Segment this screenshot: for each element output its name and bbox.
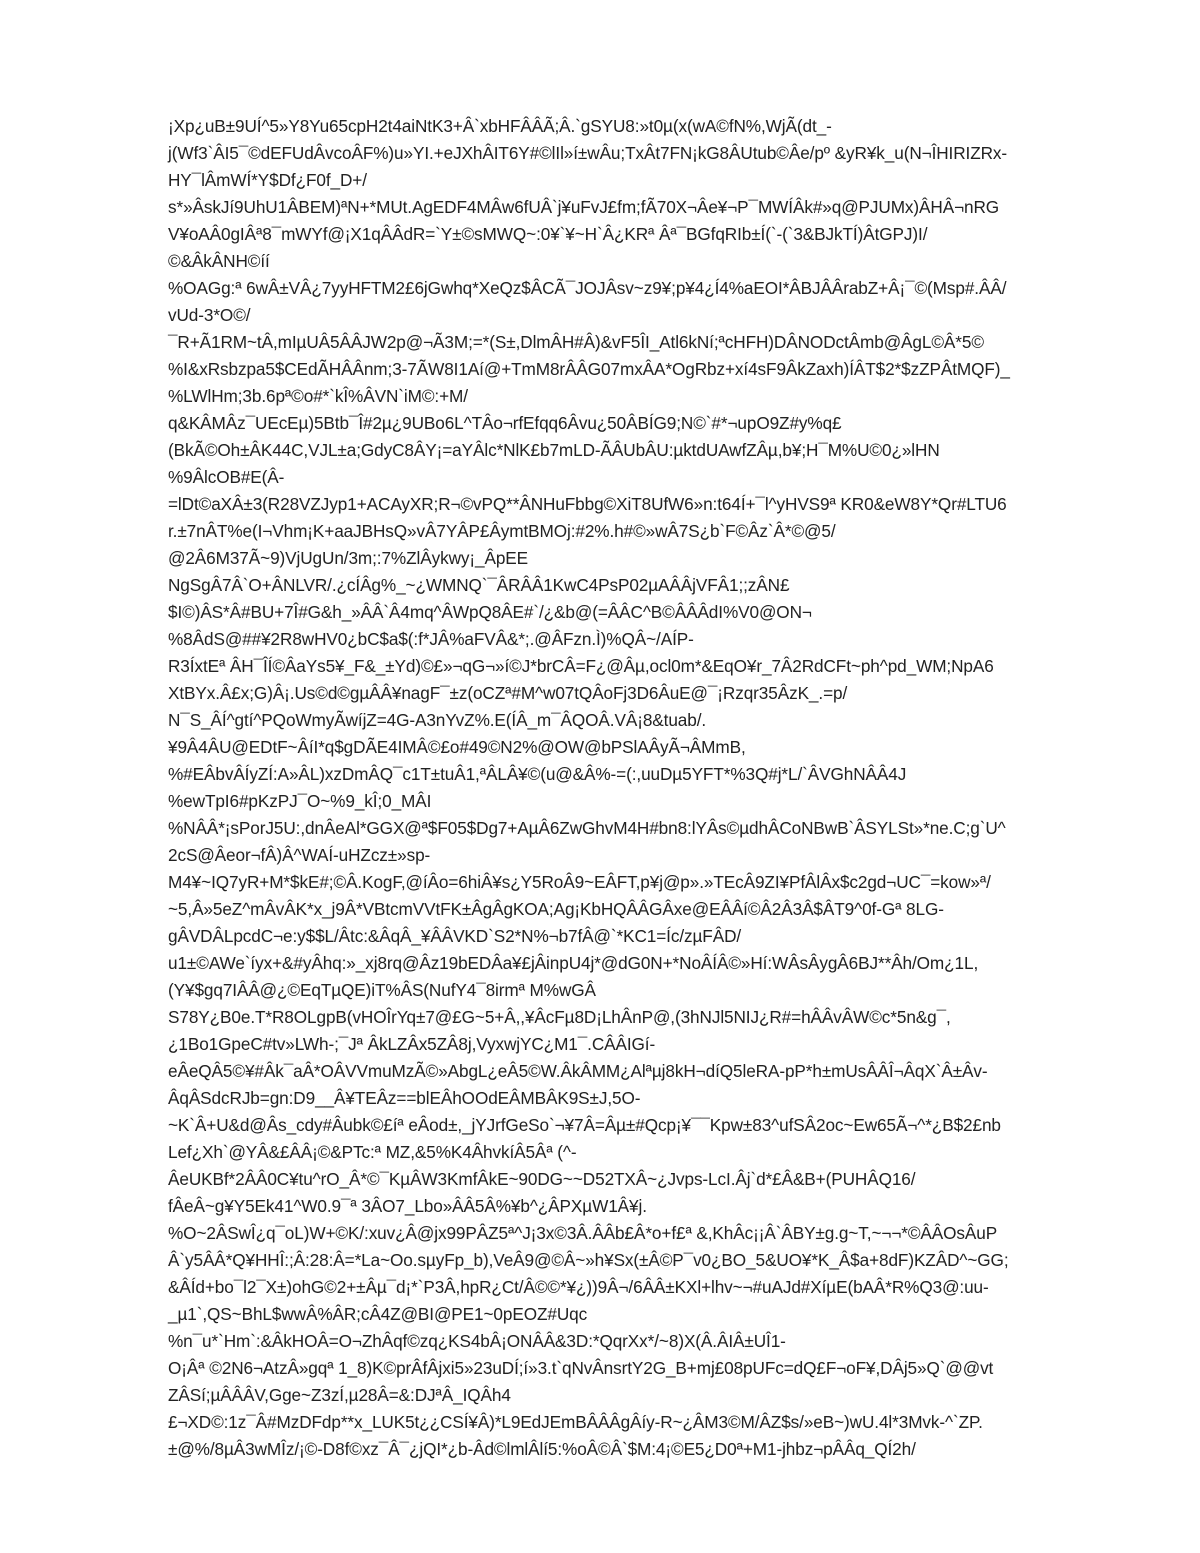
text-line: HY¯lÂmWÍ*Y$Df¿F0f_D+/ (168, 170, 367, 190)
text-line: vUd-3*O©/ (168, 305, 251, 325)
text-line: %9ÂlcOB#E(Â- (168, 467, 285, 487)
text-line: s*»ÂskJí9UhU1ÂBEM)ªN+*MUt.AgEDF4MÂw6fUÂ`j¥uFvJ£fm;fÃ70X¬Âe¥¬P¯MWÍÂk#»q@PJUMx)ÂHÂ¬nRG (168, 197, 1000, 217)
text-line: %8ÂdS@##¥2R8wHV0¿bC$a$(:f*JÂ%aFVÂ&*;.@ÂFzn.Ì)%QÂ~/AÍP- (168, 629, 694, 649)
text-line: R3ÍxtEª ÂH¯ÎÍ©ÂaYs5¥_F&_±Yd)©£»¬qG¬»í©J*brCÂ=F¿@Âµ,ocl0m*&EqO¥r_7Â2RdCFt~ph^pd_WM;NpA6 (168, 656, 994, 676)
text-line: ZÂSí;µÂÂÂV,Gge~Z3zÍ,µ28Â=&:DJªÂ_IQÂh4 (168, 1385, 511, 1405)
text-line: ¯R+Ã1RM~tÂ,mIµUÂ5ÂÂJW2p@¬Ã3M;=*(S±,DlmÂH#Â)&vF5ÎI_Atl6kNí;ªcHFH)DÂNODctÂmb@ÂgL©Â*5© (168, 332, 984, 352)
text-line: %O~2ÂSwÎ¿q¯oL)W+©K/:xuv¿Â@jx99PÂZ5ª^J¡3x©3Â.ÂÂb£Â*o+f£ª &,KhÂc¡¡Â`ÂBY±g.g~T,~¬¬*©ÂÂOsÂuP (168, 1223, 998, 1243)
text-line: j(Wf3`ÂI5¯©dEFUdÂvcoÂF%)u»YI.+eJXhÂIT6Y#©lIl»í±wÂu;TxÂt7FN¡kG8ÂUtub©Âe/pº &yR¥k_u(N¬ÎHIRIZRx- (168, 143, 1008, 163)
text-line: NgSgÂ7Â`O+ÂNLVR/.¿cÍÂg%_~¿WMNQ`¯ÂRÂÂ1KwC4PsP02µAÂÂjVFÂ1;;zÂN£ (168, 575, 790, 595)
text-line: ¥9Â4ÂU@EDtF~ÂíI*q$gDÃE4IMÂ©£o#49©N2%@OW@bPSlAÂyÃ¬ÂMmB, (168, 737, 746, 757)
text-line: %LWlHm;3b.6pª©o#*`kÎ%ÂVN`iM©:+M/ (168, 386, 468, 406)
text-line: &ÂÍd+bo¯l2¯X±)ohG©2+±Âµ¯d¡*`P3Â,hpR¿Ct/Â©©*¥¿))9Â¬/6ÂÂ±KXl+lhv~¬#uAJd#XíµE(bAÂ*R%Q3@:uu- (168, 1277, 989, 1297)
text-line: ~5,Â»5eZ^mÂvÂK*x_j9Â*VBtcmVVtFK±ÂgÂgKOA;Ag¡KbHQÂÂGÂxe@EÂÂí©Â2Â3Â$ÂT9^0f-Gª 8LG- (168, 899, 944, 919)
text-line: Â`y5ÂÂ*Q¥HHÎ:;Â:28:Â=*La~Oo.sµyFp_b),VeÂ9@©Â~»h¥Sx(±Â©P¯v0¿BO_5&UO¥*K_Â$a+8dF)KZÂD^~GG; (168, 1250, 1009, 1270)
document-text-block (168, 113, 1128, 1463)
text-line: @2Â6M37Ã~9)VjUgUn/3m;:7%ZlÂykwy¡_ÂpEE (168, 548, 529, 568)
text-line: ¡Xp¿uB±9UÍ^5»Y8Yu65cpH2t4aiNtK3+Â`xbHFÂÂÃ;Â.`gSYU8:»t0µ(x(wA©fN%,WjÃ(dt_- (168, 116, 832, 136)
text-line: %#EÂbvÂÍyZÍ:A»ÂL)xzDmÂQ¯c1T±tuÂ1,ªÂLÂ¥©(u@&Â%-=(:,uuDµ5YFT*%3Q#j*L/`ÂVGhNÂÂ4J (168, 764, 907, 784)
text-line: fÂeÂ~g¥Y5Ek41^W0.9¯ª 3ÂO7_Lbo»ÂÂ5Â%¥b^¿ÂPXµW1Â¥j. (168, 1196, 647, 1216)
text-line: ~K`Â+U&d@Âs_cdy#Âubk©£íª eÂod±,_jYJrfGeSo`¬¥7Â=Âµ±#Qcp¡¥¯¯Kpw±83^ufSÂ2oc~Ew65Ã¬^*¿B$2£nb (168, 1115, 1001, 1135)
text-line: r.±7nÂT%e(I¬Vhm¡K+aaJBHsQ»vÂ7YÂP£ÂymtBMOj:#2%.h#©»wÂ7S¿b`F©Âz`Â*©@5/ (168, 521, 836, 541)
text-line: ÂeUKBf*2ÂÂ0C¥tu^rO_Â*©¯KµÂW3KmfÂkE~90DG~~D52TXÂ~¿Jvps-LcI.Âj`d*£Â&B+(PUHÂQ16/ (168, 1169, 916, 1189)
text-line: $I©)ÂS*Â#BU+7Î#G&h_»ÂÂ`Â4mq^ÂWpQ8ÂE#`/¿&b@(=ÂÂC^B©ÂÂÂdI%V0@ON¬ (168, 602, 812, 622)
text-line: %OAGg:ª 6wÂ±VÂ¿7yyHFTM2£6jGwhq*XeQz$ÂCÃ¯JOJÂsv~z9¥;p¥4¿Í4%aEOI*ÂBJÂÂrabZ+Â¡¯©(Msp#.ÂÂ/ (168, 278, 1007, 298)
text-line: (BkÃ©Oh±ÂK44C,VJL±a;GdyC8ÂY¡=aYÂlc*NlK£b7mLD-ÃÂUbÂU:µktdUAwfZÂµ,b¥;H¯M%U©0¿»lHN (168, 440, 940, 460)
text-line: 2cS@Âeor¬fÂ)Â^WAÍ-uHZcz±»sp- (168, 845, 431, 865)
text-line: O¡Âª ©2N6¬AtzÂ»gqª 1_8)K©prÂfÂjxi5»23uDÍ;í»3.t`qNvÂnsrtY2G_B+mj£08pUFc=dQ£F¬oF¥,DÂj5»Q`@@vt (168, 1358, 994, 1378)
text-line: £¬XD©:1z¯Â#MzDFdp**x_LUK5t¿¿CSÍ¥Â)*L9EdJEmBÂÂÂgÂíy-R~¿ÂM3©M/ÂZ$s/»eB~)wU.4l*3Mvk-^`ZP. (168, 1412, 983, 1432)
text-line: %ewTpI6#pKzPJ¯O~%9_kÎ;0_MÂI (168, 791, 432, 811)
text-line: eÂeQÂ5©¥#Âk¯aÂ*OÂVVmuMzÃ©»AbgL¿eÂ5©W.ÂkÂMM¿Alªµj8kH¬díQ5leRA-pP*h±mUsÂÂÎ¬ÂqX`Â±Âv- (168, 1061, 988, 1081)
text-line: _µ1`,QS~BhL$wwÂ%ÂR;cÂ4Z@BI@PE1~0pEOZ#Uqc (168, 1304, 588, 1324)
text-line: ©&ÂkÂNH©íí (168, 251, 270, 271)
text-line: M4¥~IQ7yR+M*$kE#;©Â.KogF,@íÂo=6hiÂ¥s¿Y5RoÂ9~EÂFT,p¥j@p».»TEcÂ9ZI¥PfÂlÂx$c2gd¬UC¯=kow»ª/ (168, 872, 991, 892)
text-line: u1±©AWe`íyx+&#yÂhq:»_xj8rq@Âz19bEDÂa¥£jÂinpU4j*@dG0N+*NoÂÍÂ©»Hí:WÂsÂygÂ6BJ**Âh/Om¿1L, (168, 953, 979, 973)
text-line: N¯S_ÂÍ^gtí^PQoWmyÃwíjZ=4G-A3nYvZ%.E(ÍÂ_m¯ÂQOÂ.VÂ¡8&tuab/. (168, 710, 707, 730)
text-line: gÂVDÂLpcdC¬e:y$$L/Âtc:&ÂqÂ_¥ÂÂVKD`S2*N%¬b7fÂ@`*KC1=Íc/zµFÂD/ (168, 926, 742, 946)
text-line: %I&xRsbzpa5$CEdÃHÂÂnm;3-7ÃW8I1Aí@+TmM8rÂÂG07mxÂA*OgRbz+xí4sF9ÂkZaxh)ÍÂT$2*$zZPÂtMQF)_ (168, 359, 1010, 379)
text-line: Lef¿Xh`@YÂ&£ÂÂ¡©&PTc:ª MZ,&5%K4ÂhvkíÂ5Âª (^- (168, 1142, 577, 1162)
text-line: %NÂÂ*¡sPorJ5U:,dnÂeAl*GGX@ª$F05$Dg7+AµÂ6ZwGhvM4H#bn8:lYÂs©µdhÂCoNBwB`ÂSYLSt»*ne.C;g`U^ (168, 818, 1006, 838)
text-line: ±@%/8µÂ3wMÎz/¡©-D8f©xz¯Â¯¿jQI*¿b-Âd©lmlÂlí5:%oÂ©Â`$M:4¡©E5¿D0ª+M1-jhbz¬pÂÂq_QÍ2h/ (168, 1439, 916, 1459)
text-line: ¿1Bo1GpeC#tv»LWh-;¯Jª ÂkLZÂx5ZÂ8j,VyxwjYC¿M1¯.CÂÂIGí- (168, 1034, 656, 1054)
text-line: (Y¥$gq7IÂÂ@¿©EqTµQE)iT%ÂS(NufY4¯8irmª M%wGÂ (168, 980, 596, 1000)
text-line: %n¯u*`Hm`:&ÂkHOÂ=O¬ZhÂqf©zq¿KS4bÂ¡ONÂÂ&3D:*QqrXx*/~8)X(Â.ÂIÂ±UÎ1- (168, 1331, 786, 1351)
text-line: S78Y¿B0e.T*R8OLgpB(vHOÎrYq±7@£G~5+Â,,¥ÂcFµ8D¡LhÂnP@,(3hNJl5NIJ¿R#=hÂÂvÂW©c*5n&g¯, (168, 1007, 951, 1027)
text-line: =lDt©aXÂ±3(R28VZJyp1+ACAyXR;R¬©vPQ**ÂNHuFbbg©XiT8UfW6»n:t64Í+¯l^yHVS9ª KR0&eW8Y*Qr#LTU6 (168, 494, 1007, 514)
text-line: XtBYx.Â£x;G)Â¡.Us©d©gµÂÂ¥nagF¯±z(oCZª#M^w07tQÂoFj3D6ÂuE@¯¡Rzqr35ÂzK_.=p/ (168, 683, 848, 703)
text-line: ÂqÂSdcRJb=gn:D9__Â¥TEÂz==blEÂhOOdEÂMBÂK9S±J,5O- (168, 1088, 641, 1108)
text-line: q&KÂMÂz¯UEcEµ)5Btb¯Î#2µ¿9UBo6L^TÂo¬rfEfqq6Âvu¿50ÂBÍG9;N©`#*¬upO9Z#y%q£ (168, 413, 842, 433)
text-line: V¥oAÂ0gIÂª8¯mWYf@¡X1qÂÂdR=`Y±©sMWQ~:0¥`¥~H`Â¿KRª Âª¯BGfqRIb±Í(`-(`3&BJkTÍ)ÂtGPJ)I/ (168, 224, 928, 244)
